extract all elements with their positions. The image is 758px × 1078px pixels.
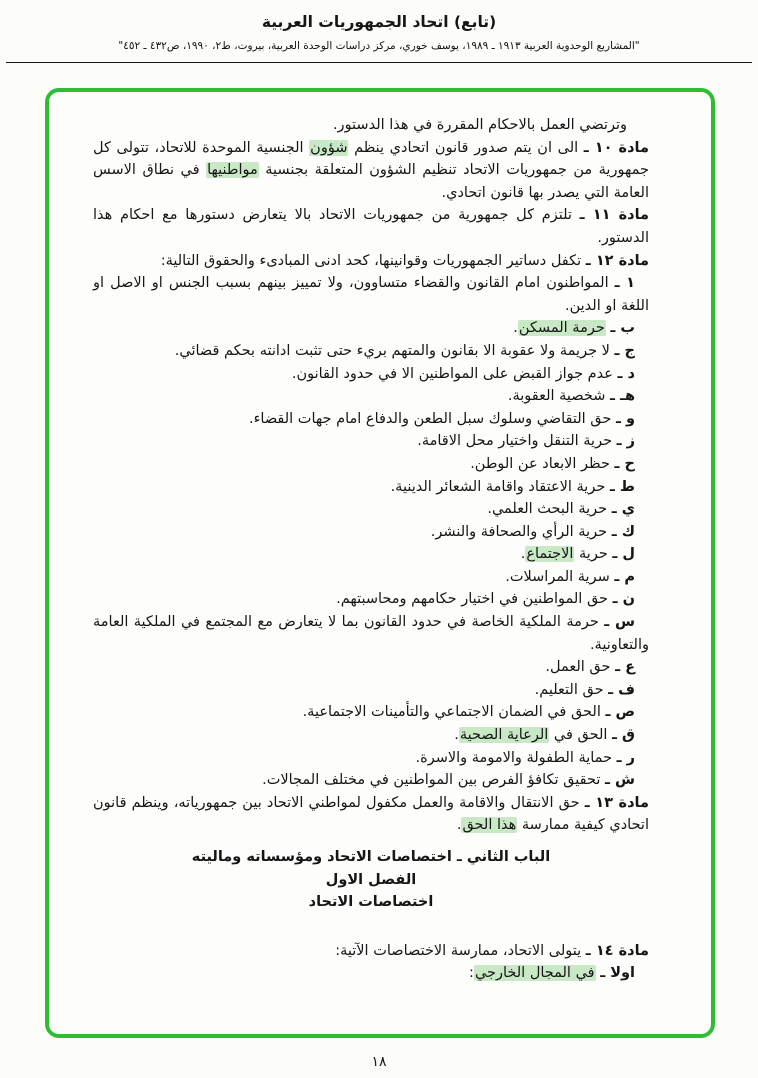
clause-label: ق ـ bbox=[612, 727, 635, 744]
paragraph: ص ـ الحق في الضمان الاجتماعي والتأمينات الاجتماعية. bbox=[302, 704, 635, 721]
clause-label: ي ـ bbox=[611, 501, 635, 518]
clause-label: مادة ١٢ ـ bbox=[585, 252, 649, 269]
clause-label: م ـ bbox=[614, 568, 635, 585]
clause-label: هـ ـ bbox=[609, 388, 635, 405]
highlight-mark: الاجتماع bbox=[526, 546, 574, 563]
paragraph: س ـ حرمة الملكية الخاصة في حدود القانون بما لا يتعارض مع المجتمع في الملكية العامة والتعاونية. bbox=[93, 614, 649, 653]
document-text bbox=[93, 114, 649, 985]
page-frame bbox=[45, 88, 715, 1038]
clause-label: مادة ١٣ ـ bbox=[584, 794, 649, 811]
highlight-mark: مواطنيها bbox=[207, 162, 258, 179]
clause-label: مادة ١٤ ـ bbox=[585, 942, 649, 959]
clause-label: ش ـ bbox=[604, 772, 635, 789]
paragraph: ط ـ حرية الاعتقاد واقامة الشعائر الدينية. bbox=[390, 478, 635, 495]
clause-label: ن ـ bbox=[612, 591, 635, 608]
section-heading: الباب الثاني ـ اختصاصات الاتحاد ومؤسساته وماليته bbox=[191, 849, 551, 865]
paragraph: ل ـ حرية الاجتماع. bbox=[520, 546, 635, 563]
paragraph: ي ـ حرية البحث العلمي. bbox=[487, 501, 635, 518]
header-divider bbox=[6, 62, 752, 63]
clause-label: ط ـ bbox=[609, 478, 635, 495]
page-header bbox=[0, 0, 758, 63]
section-heading: اختصاصات الاتحاد bbox=[308, 894, 434, 911]
clause-label: ص ـ bbox=[605, 704, 635, 721]
paragraph: ق ـ الحق في الرعاية الصحية. bbox=[454, 727, 635, 744]
paragraph: مادة ١١ ـ تلتزم كل جمهورية من جمهوريات الاتحاد بالا يتعارض دستورها مع احكام هذا الدستور. bbox=[93, 207, 650, 246]
clause-label: ١ ـ bbox=[614, 275, 635, 292]
section-heading: الفصل الاول bbox=[325, 871, 417, 888]
paragraph: م ـ سرية المراسلات. bbox=[505, 568, 635, 585]
clause-label: ع ـ bbox=[615, 659, 635, 676]
paragraph: مادة ١٤ ـ يتولى الاتحاد، ممارسة الاختصاصات الآتية: bbox=[335, 942, 649, 959]
clause-label: ر ـ bbox=[616, 749, 635, 766]
paragraph: د ـ عدم جواز القبض على المواطنين الا في حدود القانون. bbox=[291, 365, 635, 382]
clause-label: ج ـ bbox=[614, 342, 635, 359]
paragraph: وترتضي العمل بالاحكام المقررة في هذا الدستور. bbox=[332, 117, 627, 133]
paragraph: هـ ـ شخصية العقوبة. bbox=[507, 388, 635, 405]
highlight-mark: حرمة المسكن bbox=[518, 320, 605, 337]
paragraph: مادة ١٣ ـ حق الانتقال والاقامة والعمل مكفول لمواطني الاتحاد بين جمهورياته، وينظم قانون اتحادي كيفية ممارسة هذا الحق. bbox=[93, 794, 649, 834]
paragraph: ف ـ حق التعليم. bbox=[534, 681, 635, 698]
document-title: (تابع) اتحاد الجمهوريات العربية bbox=[261, 13, 497, 31]
clause-label: س ـ bbox=[604, 614, 636, 631]
paragraph: ١ ـ المواطنون امام القانون والقضاء متساوون، ولا تمييز بينهم بسبب الجنس او الاصل او اللغة او الدين. bbox=[93, 275, 649, 314]
clause-label: و ـ bbox=[615, 410, 635, 427]
source-citation: "المشاريع الوحدوية العربية ١٩١٣ ـ ١٩٨٩، يوسف خوري، مركز دراسات الوحدة العربية، بيروت، ط٢، ١٩٩٠، ص٤٣٢ ـ ٤٥٢" bbox=[118, 40, 640, 52]
page-number: ١٨ bbox=[371, 1054, 387, 1070]
clause-label: د ـ bbox=[617, 365, 635, 382]
clause-label: ل ـ bbox=[612, 546, 635, 563]
paragraph: مادة ١٢ ـ تكفل دساتير الجمهوريات وقوانينها، كحد ادنى المبادىء والحقوق التالية: bbox=[160, 252, 649, 269]
paragraph: ب ـ حرمة المسكن. bbox=[513, 320, 635, 337]
paragraph: ع ـ حق العمل. bbox=[545, 659, 635, 676]
clause-label: مادة ١١ ـ bbox=[579, 207, 650, 224]
highlight-mark: في المجال الخارجي bbox=[474, 965, 595, 982]
paragraph: ش ـ تحقيق تكافؤ الفرص بين المواطنين في مختلف المجالات. bbox=[262, 772, 635, 789]
paragraph: ج ـ لا جريمة ولا عقوبة الا بقانون والمتهم بريء حتى تثبت ادانته بحكم قضائي. bbox=[174, 342, 635, 359]
clause-label: ك ـ bbox=[611, 523, 635, 540]
highlight-mark: هذا الحق bbox=[462, 817, 517, 834]
paragraph: و ـ حق التقاضي وسلوك سبل الطعن والدفاع امام جهات القضاء. bbox=[249, 410, 635, 427]
clause-label: ز ـ bbox=[616, 433, 635, 450]
paragraph: مادة ١٠ ـ الى ان يتم صدور قانون اتحادي ينظم شؤون الجنسية الموحدة للاتحاد، تتولى كل جمهورية من جمهوريات الاتحاد تنظيم الشؤون المتعلقة بجنسية مواطنيها في نطاق الاسس العامة التي يصدر بها قانون اتحادي. bbox=[93, 139, 649, 201]
paragraph: ز ـ حرية التنقل واختيار محل الاقامة. bbox=[417, 433, 635, 450]
paragraph: ن ـ حق المواطنين في اختيار حكامهم ومحاسبتهم. bbox=[336, 591, 635, 608]
paragraph: ك ـ حرية الرأي والصحافة والنشر. bbox=[430, 523, 635, 540]
paragraph: ر ـ حماية الطفولة والامومة والاسرة. bbox=[415, 749, 635, 766]
clause-label: ب ـ bbox=[610, 320, 635, 337]
highlight-mark: شؤون bbox=[310, 139, 348, 156]
clause-label: ف ـ bbox=[608, 681, 635, 698]
clause-label: ح ـ bbox=[614, 455, 635, 472]
clause-label: اولا ـ bbox=[600, 965, 635, 982]
paragraph: ح ـ حظر الابعاد عن الوطن. bbox=[470, 455, 635, 472]
highlight-mark: الرعاية الصحية bbox=[459, 727, 549, 744]
paragraph: اولا ـ في المجال الخارجي: bbox=[469, 965, 635, 982]
clause-label: مادة ١٠ ـ bbox=[583, 139, 649, 156]
